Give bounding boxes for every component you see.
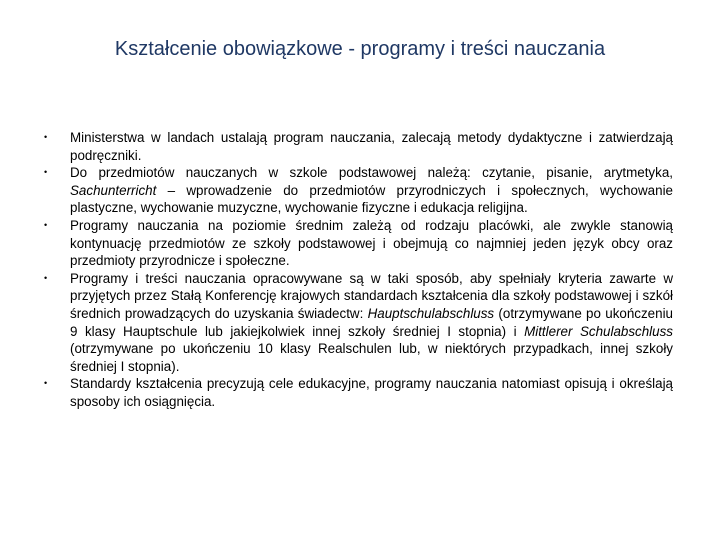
bullet-text: Programy i treści nauczania opracowywane są w taki sposób, aby spełniały kryteria zawarte w przyjętych przez Stałą Konferencję krajowych standardach kształcenia dla szkoły podstawowej i szkół średnich prowadzących do uzyskania świadectw: bbox=[70, 270, 673, 321]
bullet-item-4 bbox=[44, 270, 673, 376]
bullet-list bbox=[44, 129, 673, 411]
bullet-text-italic: Sachunterricht bbox=[70, 182, 157, 198]
bullet-text: – wprowadzenie do przedmiotów przyrodniczych i społecznych, wychowanie plastyczne, wychowanie muzyczne, wychowanie fizyczne i edukacja religijna. bbox=[70, 182, 673, 216]
bullet-icon: • bbox=[44, 272, 48, 283]
bullet-icon: • bbox=[44, 378, 48, 389]
bullet-text: Programy nauczania na poziomie średnim zależą od rodzaju placówki, ale zwykle stanowią kontynuację przedmiotów ze szkoły podstawowej i obejmują co najmniej jeden język obcy oraz przedmioty przyrodnicze i społeczne. bbox=[70, 217, 673, 269]
bullet-item-2 bbox=[44, 164, 673, 217]
bullet-text: Do przedmiotów nauczanych w szkole podstawowej należą: czytanie, pisanie, arytmetyka, bbox=[70, 165, 673, 181]
bullet-item-1 bbox=[44, 129, 673, 164]
bullet-text: (otrzymywane po ukończeniu 9 klasy Hauptschule lub jakiejkolwiek innej szkoły średniej I stopnia) i bbox=[70, 305, 673, 339]
bullet-item-5 bbox=[44, 375, 673, 410]
slide-title: Kształcenie obowiązkowe - programy i treści nauczania bbox=[114, 38, 606, 60]
bullet-text: (otrzymywane po ukończeniu 10 klasy Realschulen lub, w niektórych przypadkach, innej szkoły średniej I stopnia). bbox=[70, 341, 673, 374]
bullet-icon: • bbox=[44, 132, 48, 142]
bullet-text-italic: Mittlerer Schulabschluss bbox=[524, 323, 673, 339]
bullet-icon: • bbox=[44, 219, 48, 230]
bullet-icon: • bbox=[44, 167, 48, 178]
bullet-text-italic: Hauptschulabschluss bbox=[367, 305, 495, 321]
bullet-text: Standardy kształcenia precyzują cele edukacyjne, programy nauczania natomiast opisują i określają sposoby ich osiągnięcia. bbox=[70, 376, 673, 409]
bullet-text: Ministerstwa w landach ustalają program nauczania, zalecają metody dydaktyczne i zatwierdzają podręczniki. bbox=[70, 130, 673, 163]
bullet-item-3 bbox=[44, 217, 673, 270]
